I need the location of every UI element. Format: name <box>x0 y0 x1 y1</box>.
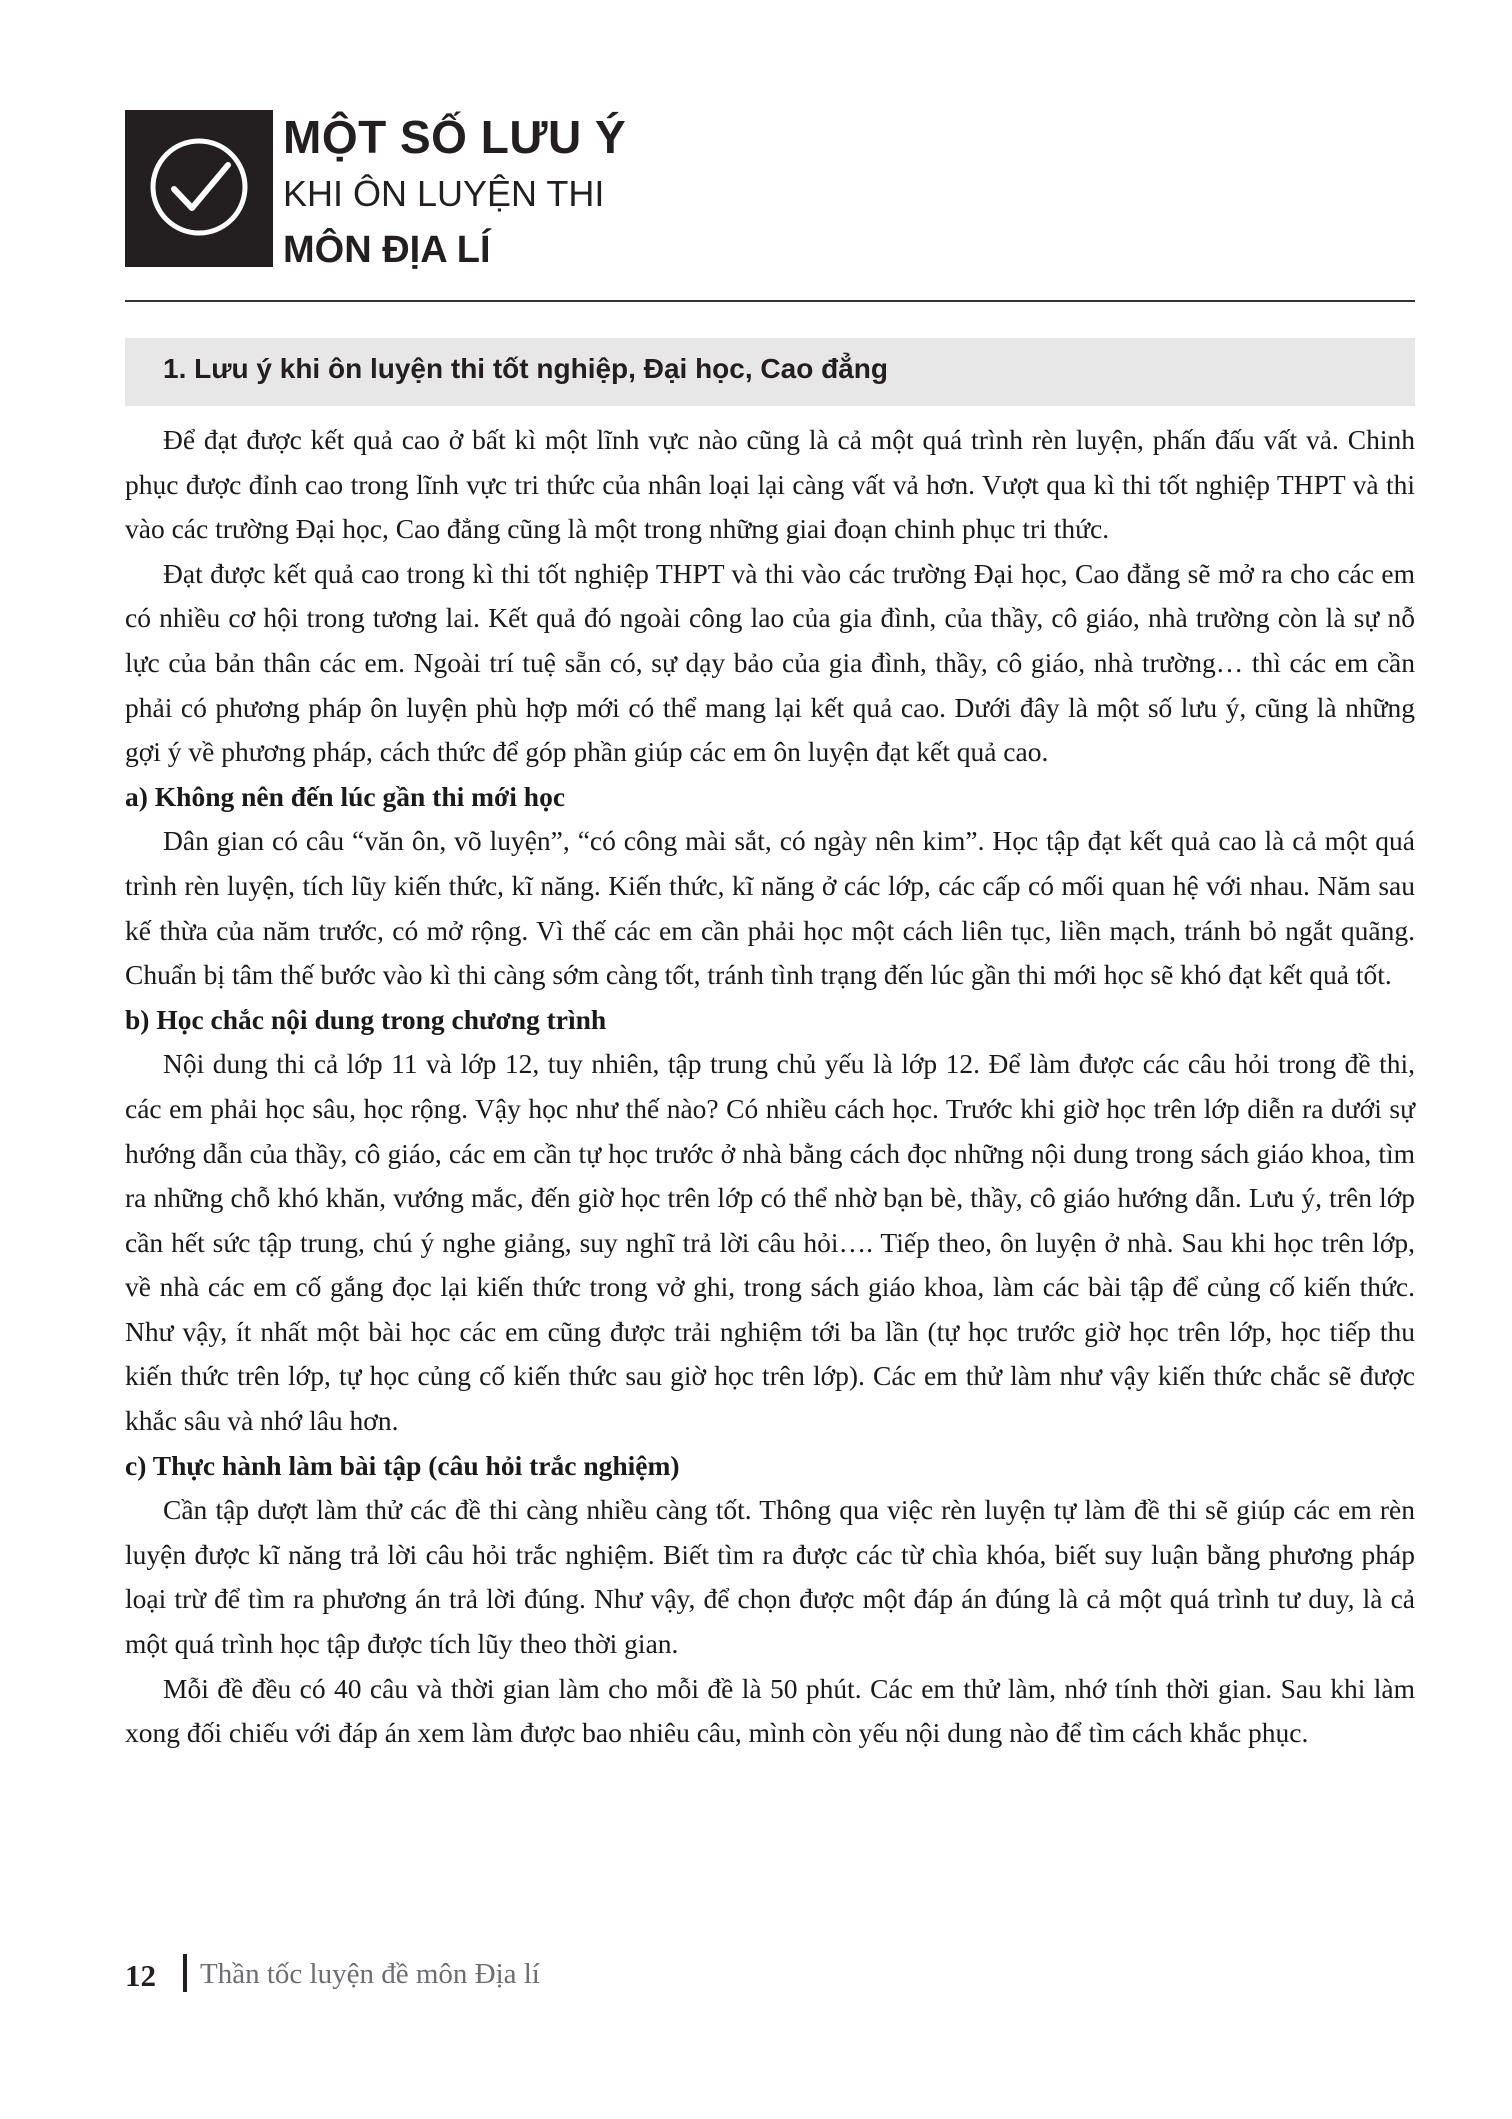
intro-paragraph-1: Để đạt được kết quả cao ở bất kì một lĩnh vực nào cũng là cả một quá trình rèn luyện, phấn đấu vất vả. Chinh phục được đỉnh cao trong lĩnh vực tri thức của nhân loại lại càng vất vả hơn. Vượt qua kì thi tốt nghiệp THPT và thi vào các trường Đại học, Cao đẳng cũng là một trong những giai đoạn chinh phục tri thức. <box>125 424 1415 545</box>
paragraph-c-1: Cần tập dượt làm thử các đề thi càng nhiều càng tốt. Thông qua việc rèn luyện tự làm đề thi sẽ giúp các em rèn luyện được kĩ năng trả lời câu hỏi trắc nghiệm. Biết tìm ra được các từ chìa khóa, biết suy luận bằng phương pháp loại trừ để tìm ra phương án trả lời đúng. Như vậy, để chọn được một đáp án đúng là cả một quá trình tư duy, là cả một quá trình học tập được tích lũy theo thời gian. <box>125 1494 1415 1660</box>
title-line-3: MÔN ĐỊA LÍ <box>283 229 491 271</box>
check-circle-icon <box>144 132 254 242</box>
subheading-a: a) Không nên đến lúc gần thi mới học <box>125 780 566 812</box>
title-line-2: KHI ÔN LUYỆN THI <box>283 173 605 214</box>
section-heading-bar <box>125 338 1415 406</box>
book-title: Thần tốc luyện đề môn Địa lí <box>200 1958 540 1990</box>
paragraph-a: Dân gian có câu “văn ôn, võ luyện”, “có công mài sắt, có ngày nên kim”. Học tập đạt kết quả cao là cả một quá trình rèn luyện, tích lũy kiến thức, kĩ năng. Kiến thức, kĩ năng ở các lớp, các cấp có mối quan hệ với nhau. Năm sau kế thừa của năm trước, có mở rộng. Vì thế các em cần phải học một cách liên tục, liền mạch, tránh bỏ ngắt quãng. Chuẩn bị tâm thế bước vào kì thi càng sớm càng tốt, tránh tình trạng đến lúc gần thi mới học sẽ khó đạt kết quả tốt. <box>125 825 1415 991</box>
header-divider <box>125 300 1415 302</box>
intro-paragraph-2: Đạt được kết quả cao trong kì thi tốt nghiệp THPT và thi vào các trường Đại học, Cao đẳng sẽ mở ra cho các em có nhiều cơ hội trong tương lai. Kết quả đó ngoài công lao của gia đình, của thầy, cô giáo, nhà trường còn là sự nỗ lực của bản thân các em. Ngoài trí tuệ sẵn có, sự dạy bảo của gia đình, thầy, cô giáo, nhà trường… thì các em cần phải có phương pháp ôn luyện phù hợp mới có thể mang lại kết quả cao. Dưới đây là một số lưu ý, cũng là những gợi ý về phương pháp, cách thức để góp phần giúp các em ôn luyện đạt kết quả cao. <box>125 557 1415 768</box>
title-line-1: MỘT SỐ LƯU Ý <box>283 111 627 163</box>
chapter-header <box>125 110 1415 305</box>
chapter-title <box>283 108 626 278</box>
section-title: 1. Lưu ý khi ôn luyện thi tốt nghiệp, Đại học, Cao đẳng <box>163 353 888 384</box>
subheading-b: b) Học chắc nội dung trong chương trình <box>125 1003 607 1035</box>
paragraph-b: Nội dung thi cả lớp 11 và lớp 12, tuy nhiên, tập trung chủ yếu là lớp 12. Để làm được các câu hỏi trong đề thi, các em phải học sâu, học rộng. Vậy học như thế nào? Có nhiều cách học. Trước khi giờ học trên lớp diễn ra dưới sự hướng dẫn của thầy, cô giáo, các em cần tự học trước ở nhà bằng cách đọc những nội dung trong sách giáo khoa, tìm ra những chỗ khó khăn, vướng mắc, đến giờ học trên lớp có thể nhờ bạn bè, thầy, cô giáo hướng dẫn. Lưu ý, trên lớp cần hết sức tập trung, chú ý nghe giảng, suy nghĩ trả lời câu hỏi…. Tiếp theo, ôn luyện ở nhà. Sau khi học trên lớp, về nhà các em cố gắng đọc lại kiến thức trong vở ghi, trong sách giáo khoa, làm các bài tập để củng cố kiến thức. Như vậy, ít nhất một bài học các em cũng được trải nghiệm tới ba lần (tự học trước giờ học trên lớp, học tiếp thu kiến thức trên lớp, tự học củng cố kiến thức sau giờ học trên lớp). Các em thử làm như vậy kiến thức chắc sẽ được khắc sâu và nhớ lâu hơn. <box>125 1048 1415 1437</box>
subheading-c: c) Thực hành làm bài tập (câu hỏi trắc nghiệm) <box>125 1449 680 1481</box>
paragraph-c-2: Mỗi đề đều có 40 câu và thời gian làm cho mỗi đề là 50 phút. Các em thử làm, nhớ tính thời gian. Sau khi làm xong đối chiếu với đáp án xem làm được bao nhiêu câu, mình còn yếu nội dung nào để tìm cách khắc phục. <box>125 1672 1415 1749</box>
page-number: 12 <box>125 1958 156 1993</box>
body-content <box>125 418 1415 1756</box>
check-badge <box>125 110 273 267</box>
footer-divider <box>183 1954 187 1992</box>
